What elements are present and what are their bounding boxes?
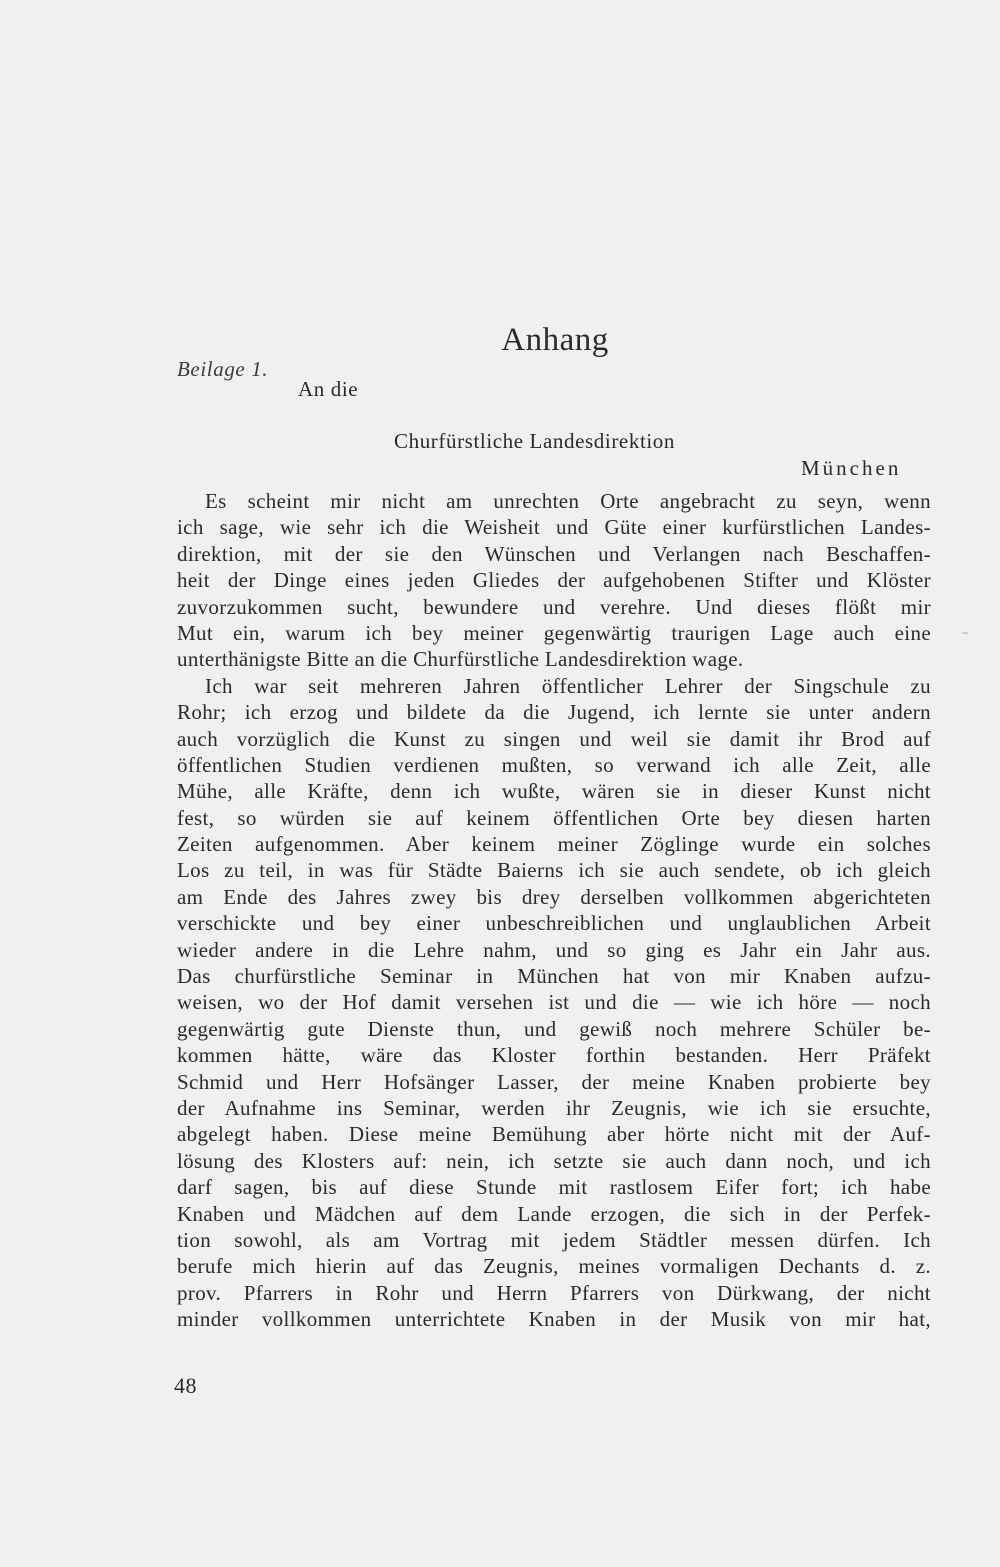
text-line: zuvorzukommen sucht, bewundere und verehre. Und dieses flößt mir <box>177 594 931 619</box>
text-line: auch vorzüglich die Kunst zu singen und weil sie damit ihr Brod auf <box>177 726 931 751</box>
text-line: Los zu teil, in was für Städte Baierns ich sie auch sendete, ob ich gleich <box>177 858 931 883</box>
text-line: ich sage, wie sehr ich die Weisheit und Güte einer kurfürstlichen Landes- <box>177 515 931 540</box>
text-line: Schmid und Herr Hofsänger Lasser, der meine Knaben probierte bey <box>177 1069 931 1094</box>
text-line: direktion, mit der sie den Wünschen und Verlangen nach Beschaffen- <box>177 541 931 566</box>
text-line: Rohr; ich erzog und bildete da die Jugend, ich lernte sie unter andern <box>177 700 931 725</box>
text-line: unterthänigste Bitte an die Churfürstliche Landesdirektion wage. <box>177 647 744 672</box>
text-line: lösung des Klosters auf: nein, ich setzte sie auch dann noch, und ich <box>177 1148 931 1173</box>
text-line: darf sagen, bis auf diese Stunde mit rastlosem Eifer fort; ich habe <box>177 1175 931 1200</box>
paragraph-2 <box>177 673 931 1333</box>
text-line: Ich war seit mehreren Jahren öffentlicher Lehrer der Singschule zu <box>205 673 931 698</box>
text-line: Zeiten aufgenommen. Aber keinem meiner Zöglinge wurde ein solches <box>177 832 931 857</box>
text-line: minder vollkommen unterrichtete Knaben in der Musik von mir hat, <box>177 1307 931 1332</box>
text-line: prov. Pfarrers in Rohr und Herrn Pfarrers von Dürkwang, der nicht <box>177 1280 931 1305</box>
text-line: gegenwärtig gute Dienste thun, und gewiß noch mehrere Schüler be- <box>177 1016 931 1041</box>
text-line: der Aufnahme ins Seminar, werden ihr Zeugnis, wie ich sie ersuchte, <box>177 1095 931 1120</box>
text-line: weisen, wo der Hof damit versehen ist und die — wie ich höre — noch <box>177 990 931 1015</box>
text-line: verschickte und bey einer unbeschreiblichen und unglaublichen Arbeit <box>177 911 931 936</box>
text-line: am Ende des Jahres zwey bis drey derselben vollkommen abgerichteten <box>177 884 931 909</box>
paper-mark <box>962 632 968 634</box>
text-line: tion sowohl, als am Vortrag mit jedem Städtler messen dürfen. Ich <box>177 1227 931 1252</box>
paragraph-1 <box>177 488 931 673</box>
text-line: heit der Dinge eines jeden Gliedes der aufgehobenen Stifter und Klöster <box>177 568 931 593</box>
appendix-label: Beilage 1. <box>177 357 269 381</box>
page-title: Anhang <box>501 322 609 358</box>
body-text <box>177 488 931 1333</box>
text-line: berufe mich hierin auf das Zeugnis, meines vormaligen Dechants d. z. <box>177 1254 931 1279</box>
text-line: Es scheint mir nicht am unrechten Orte angebracht zu seyn, wenn <box>205 489 931 513</box>
text-line: kommen hätte, wäre das Kloster forthin bestanden. Herr Präfekt <box>177 1043 931 1068</box>
text-line: Mut ein, warum ich bey meiner gegenwärtig traurigen Lage auch eine <box>177 620 931 645</box>
text-line: Knaben und Mädchen auf dem Lande erzogen, die sich in der Perfek- <box>177 1201 931 1226</box>
page-number: 48 <box>174 1373 197 1398</box>
text-line: Das churfürstliche Seminar in München hat von mir Knaben aufzu- <box>177 964 931 989</box>
text-line: wieder andere in die Lehre nahm, und so ging es Jahr ein Jahr aus. <box>177 937 931 962</box>
address-line-3: München <box>801 456 902 480</box>
text-line: fest, so würden sie auf keinem öffentlichen Orte bey diesen harten <box>177 805 931 830</box>
address-line-1: An die <box>298 377 359 401</box>
address-line-2: Churfürstliche Landesdirektion <box>394 429 676 453</box>
text-line: abgelegt haben. Diese meine Bemühung aber hörte nicht mit der Auf- <box>177 1122 931 1147</box>
text-line: Mühe, alle Kräfte, denn ich wußte, wären sie in dieser Kunst nicht <box>177 779 931 804</box>
text-line: öffentlichen Studien verdienen mußten, so verwand ich alle Zeit, alle <box>177 752 931 777</box>
